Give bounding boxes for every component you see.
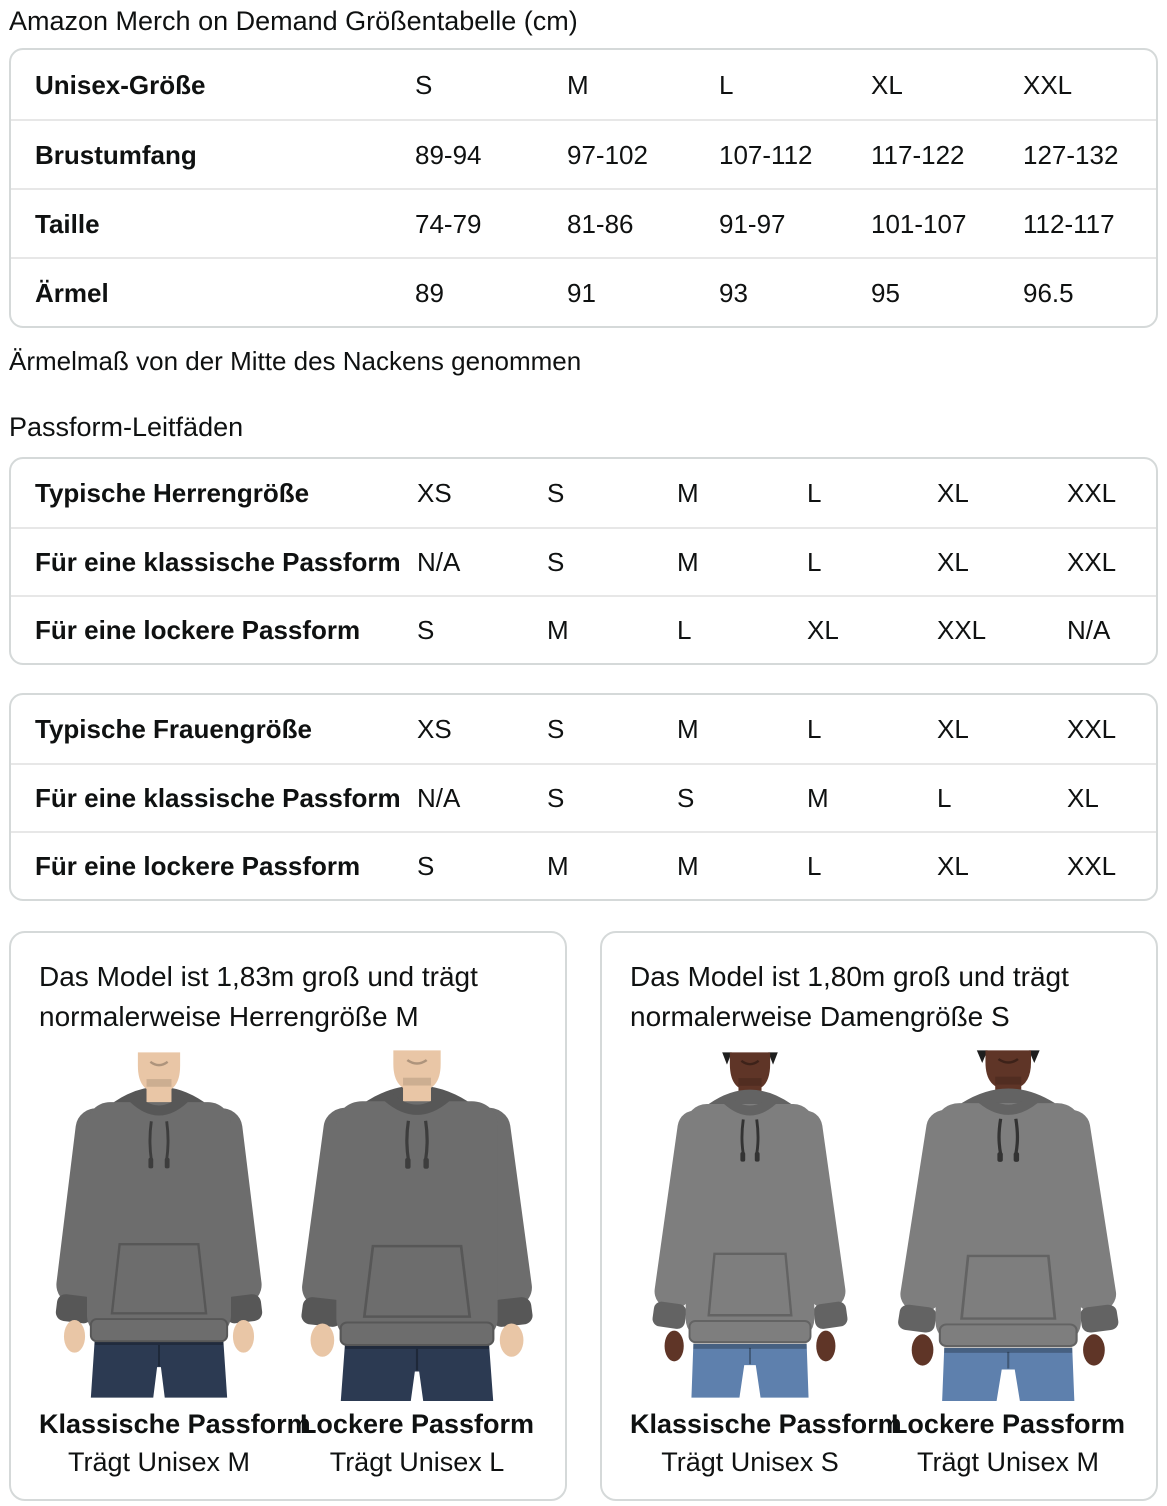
table-cell: S bbox=[677, 783, 695, 813]
table-cell: 89 bbox=[415, 277, 444, 308]
row-label: Für eine klassische Passform bbox=[35, 783, 401, 813]
table-cell: 74-79 bbox=[415, 208, 482, 239]
table-cell: XXL bbox=[1067, 851, 1117, 881]
table-row bbox=[11, 119, 1156, 188]
table-cell: XL bbox=[937, 478, 969, 508]
table-cell: XL bbox=[807, 615, 839, 645]
figure-caption bbox=[297, 1407, 537, 1479]
table-cell: XL bbox=[937, 714, 969, 744]
row-label: Brustumfang bbox=[35, 139, 197, 170]
womens-fit-table bbox=[9, 693, 1158, 901]
table-row bbox=[11, 695, 1156, 763]
row-label: Für eine lockere Passform bbox=[35, 851, 361, 881]
womens-loose-figure bbox=[888, 1049, 1128, 1479]
table-cell: S bbox=[547, 783, 565, 813]
table-cell: L bbox=[677, 615, 692, 645]
table-cell: M bbox=[677, 547, 699, 577]
table-cell: XL bbox=[1067, 783, 1099, 813]
unisex-size-table bbox=[9, 48, 1158, 328]
table-cell: XS bbox=[417, 478, 452, 508]
table-cell: 81-86 bbox=[567, 208, 634, 239]
table-cell: XXL bbox=[937, 615, 987, 645]
table-cell: M bbox=[677, 714, 699, 744]
table-cell: S bbox=[417, 615, 435, 645]
table-cell: L bbox=[807, 714, 822, 744]
fit-caption: Lockere Passform bbox=[299, 1409, 535, 1439]
fit-caption: Klassische Passform bbox=[39, 1409, 311, 1439]
table-cell: M bbox=[677, 851, 699, 881]
sleeve-measure-note: Ärmelmaß von der Mitte des Nackens genommen bbox=[9, 346, 582, 376]
table-cell: S bbox=[547, 478, 565, 508]
size-table-header-label: Unisex-Größe bbox=[35, 69, 206, 100]
table-row bbox=[11, 527, 1156, 595]
table-cell: N/A bbox=[417, 783, 461, 813]
size-chart-page bbox=[0, 6, 1167, 1501]
table-cell: S bbox=[417, 851, 435, 881]
table-cell: 107-112 bbox=[719, 139, 813, 170]
size-column-header: M bbox=[567, 69, 589, 100]
table-cell: L bbox=[807, 478, 822, 508]
model-photo-men-classic-fit bbox=[39, 1049, 279, 1401]
figure-caption bbox=[630, 1407, 902, 1479]
table-cell: 97-102 bbox=[567, 139, 648, 170]
size-column-header: L bbox=[719, 69, 734, 100]
table-cell: S bbox=[547, 547, 565, 577]
model-photo-men-loose-fit bbox=[297, 1049, 537, 1401]
size-column-header: S bbox=[415, 69, 433, 100]
row-label: Typische Herrengröße bbox=[35, 478, 310, 508]
table-cell: N/A bbox=[417, 547, 461, 577]
row-label: Für eine klassische Passform bbox=[35, 547, 401, 577]
model-cards-row bbox=[9, 931, 1158, 1501]
table-cell: M bbox=[547, 851, 569, 881]
table-row bbox=[11, 188, 1156, 257]
fit-guides-heading: Passform-Leitfäden bbox=[9, 412, 244, 442]
table-cell: S bbox=[547, 714, 565, 744]
figure-caption bbox=[888, 1407, 1128, 1479]
row-label: Taille bbox=[35, 208, 100, 239]
table-cell: 101-107 bbox=[871, 208, 967, 239]
model-photo-women-loose-fit bbox=[888, 1049, 1128, 1401]
page-title: Amazon Merch on Demand Größentabelle (cm) bbox=[9, 6, 578, 36]
fit-caption-sub: Trägt Unisex M bbox=[67, 1447, 251, 1477]
fit-caption: Klassische Passform bbox=[630, 1409, 902, 1439]
mens-model-card bbox=[9, 931, 567, 1501]
fit-caption: Lockere Passform bbox=[890, 1409, 1126, 1439]
table-cell: N/A bbox=[1067, 615, 1111, 645]
table-row bbox=[11, 257, 1156, 326]
row-label: Typische Frauengröße bbox=[35, 714, 312, 744]
fit-caption-sub: Trägt Unisex L bbox=[329, 1447, 505, 1477]
table-cell: L bbox=[807, 851, 822, 881]
table-cell: L bbox=[937, 783, 952, 813]
row-label: Für eine lockere Passform bbox=[35, 615, 361, 645]
womens-figures bbox=[630, 1049, 1128, 1479]
size-column-header: XXL bbox=[1023, 69, 1073, 100]
mens-fit-table bbox=[9, 457, 1158, 665]
table-cell: 91-97 bbox=[719, 208, 786, 239]
table-row bbox=[11, 595, 1156, 663]
table-row bbox=[11, 831, 1156, 899]
mens-model-heading: Das Model ist 1,83m groß und trägt normalerweise Herrengröße M bbox=[39, 961, 478, 1032]
table-row bbox=[11, 459, 1156, 527]
table-cell: XXL bbox=[1067, 714, 1117, 744]
womens-model-card bbox=[600, 931, 1158, 1501]
table-cell: 95 bbox=[871, 277, 900, 308]
womens-model-heading: Das Model ist 1,80m groß und trägt normalerweise Damengröße S bbox=[630, 961, 1069, 1032]
fit-caption-sub: Trägt Unisex S bbox=[661, 1447, 839, 1477]
table-cell: XS bbox=[417, 714, 452, 744]
table-cell: M bbox=[547, 615, 569, 645]
table-cell: XXL bbox=[1067, 547, 1117, 577]
size-column-header: XL bbox=[871, 69, 903, 100]
model-photo-women-classic-fit bbox=[630, 1049, 870, 1401]
table-cell: L bbox=[807, 547, 822, 577]
table-cell: 96.5 bbox=[1023, 277, 1074, 308]
table-cell: 127-132 bbox=[1023, 139, 1119, 170]
table-cell: 117-122 bbox=[871, 139, 965, 170]
table-cell: M bbox=[677, 478, 699, 508]
table-row bbox=[11, 50, 1156, 119]
mens-figures bbox=[39, 1049, 537, 1479]
table-cell: XL bbox=[937, 547, 969, 577]
figure-caption bbox=[39, 1407, 311, 1479]
womens-classic-figure bbox=[630, 1049, 902, 1479]
table-cell: XXL bbox=[1067, 478, 1117, 508]
table-cell: 112-117 bbox=[1023, 208, 1115, 239]
table-cell: 91 bbox=[567, 277, 596, 308]
table-cell: 89-94 bbox=[415, 139, 482, 170]
mens-classic-figure bbox=[39, 1049, 311, 1479]
table-cell: 93 bbox=[719, 277, 748, 308]
row-label: Ärmel bbox=[35, 277, 109, 308]
table-cell: M bbox=[807, 783, 829, 813]
table-row bbox=[11, 763, 1156, 831]
table-cell: XL bbox=[937, 851, 969, 881]
mens-loose-figure bbox=[297, 1049, 537, 1479]
fit-caption-sub: Trägt Unisex M bbox=[916, 1447, 1100, 1477]
